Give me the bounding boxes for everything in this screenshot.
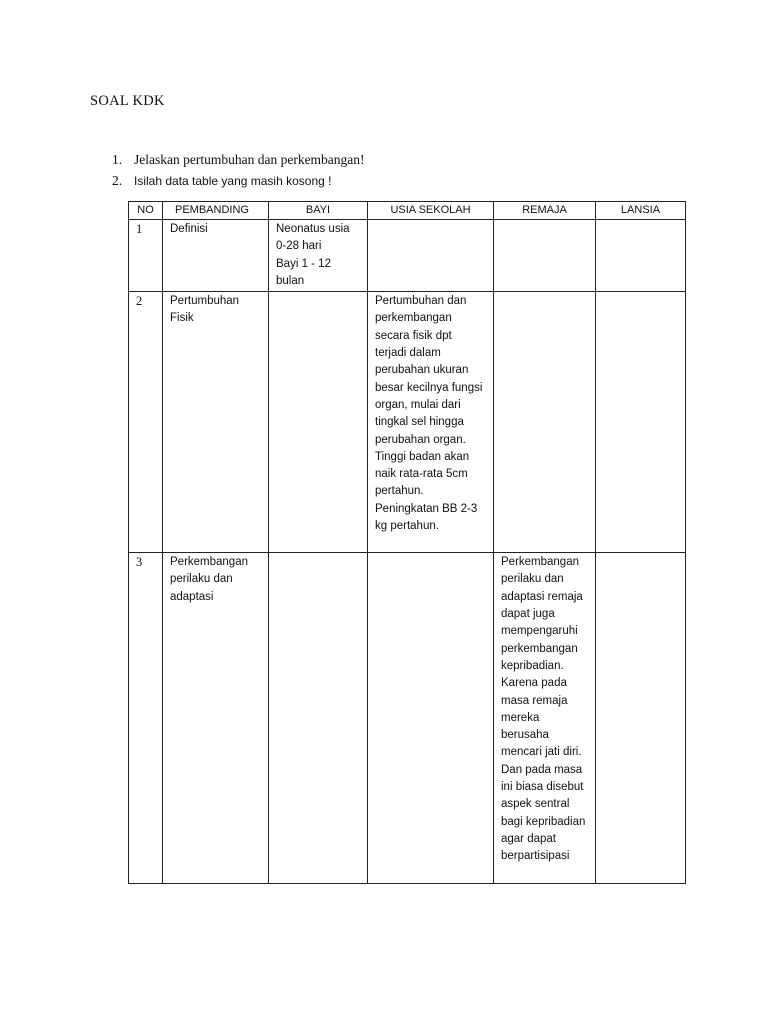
cell-usia-sekolah [368, 553, 494, 884]
cell-no: 1 [129, 220, 163, 292]
cell-pembanding: Perkembangan perilaku dan adaptasi [163, 553, 269, 884]
cell-no: 2 [129, 292, 163, 553]
document-title: SOAL KDK [90, 93, 165, 109]
question-2 [112, 173, 331, 189]
cell-no: 3 [129, 553, 163, 884]
cell-usia-sekolah: Pertumbuhan dan perkembangan secara fisik dpt terjadi dalam perubahan ukuran besar kecilnya fungsi organ, mulai dari tingkal sel hingga perubahan organ. Tinggi badan akan naik rata-rata 5cm pertahun. Peningkatan BB 2-3 kg pertahun. [368, 292, 494, 553]
cell-bayi [269, 292, 368, 553]
question-1 [112, 152, 365, 168]
question-number: 2. [112, 173, 123, 188]
cell-lansia [596, 220, 686, 292]
cell-usia-sekolah [368, 220, 494, 292]
header-pembanding: PEMBANDING [163, 202, 269, 220]
cell-remaja: Perkembangan perilaku dan adaptasi remaja dapat juga mempengaruhi perkembangan kepribadian. Karena pada masa remaja mereka berusaha mencari jati diri. Dan pada masa ini biasa disebut aspek sentral bagi kepribadian agar dapat berpartisipasi [494, 553, 596, 884]
table-row [129, 553, 686, 884]
cell-remaja [494, 220, 596, 292]
question-text: Jelaskan pertumbuhan dan perkembangan! [134, 152, 365, 167]
table-row [129, 220, 686, 292]
header-remaja: REMAJA [494, 202, 596, 220]
cell-pembanding: Pertumbuhan Fisik [163, 292, 269, 553]
header-no: NO [129, 202, 163, 220]
table-header-row [129, 202, 686, 220]
header-usia-sekolah: USIA SEKOLAH [368, 202, 494, 220]
question-number: 1. [112, 152, 123, 167]
question-text: Isilah data table yang masih kosong ! [134, 174, 332, 188]
table-row [129, 292, 686, 553]
header-lansia: LANSIA [596, 202, 686, 220]
comparison-table [128, 201, 686, 884]
cell-lansia [596, 553, 686, 884]
cell-remaja [494, 292, 596, 553]
header-bayi: BAYI [269, 202, 368, 220]
cell-lansia [596, 292, 686, 553]
cell-bayi [269, 553, 368, 884]
cell-bayi: Neonatus usia 0-28 hari Bayi 1 - 12 bulan [269, 220, 368, 292]
cell-pembanding: Definisi [163, 220, 269, 292]
